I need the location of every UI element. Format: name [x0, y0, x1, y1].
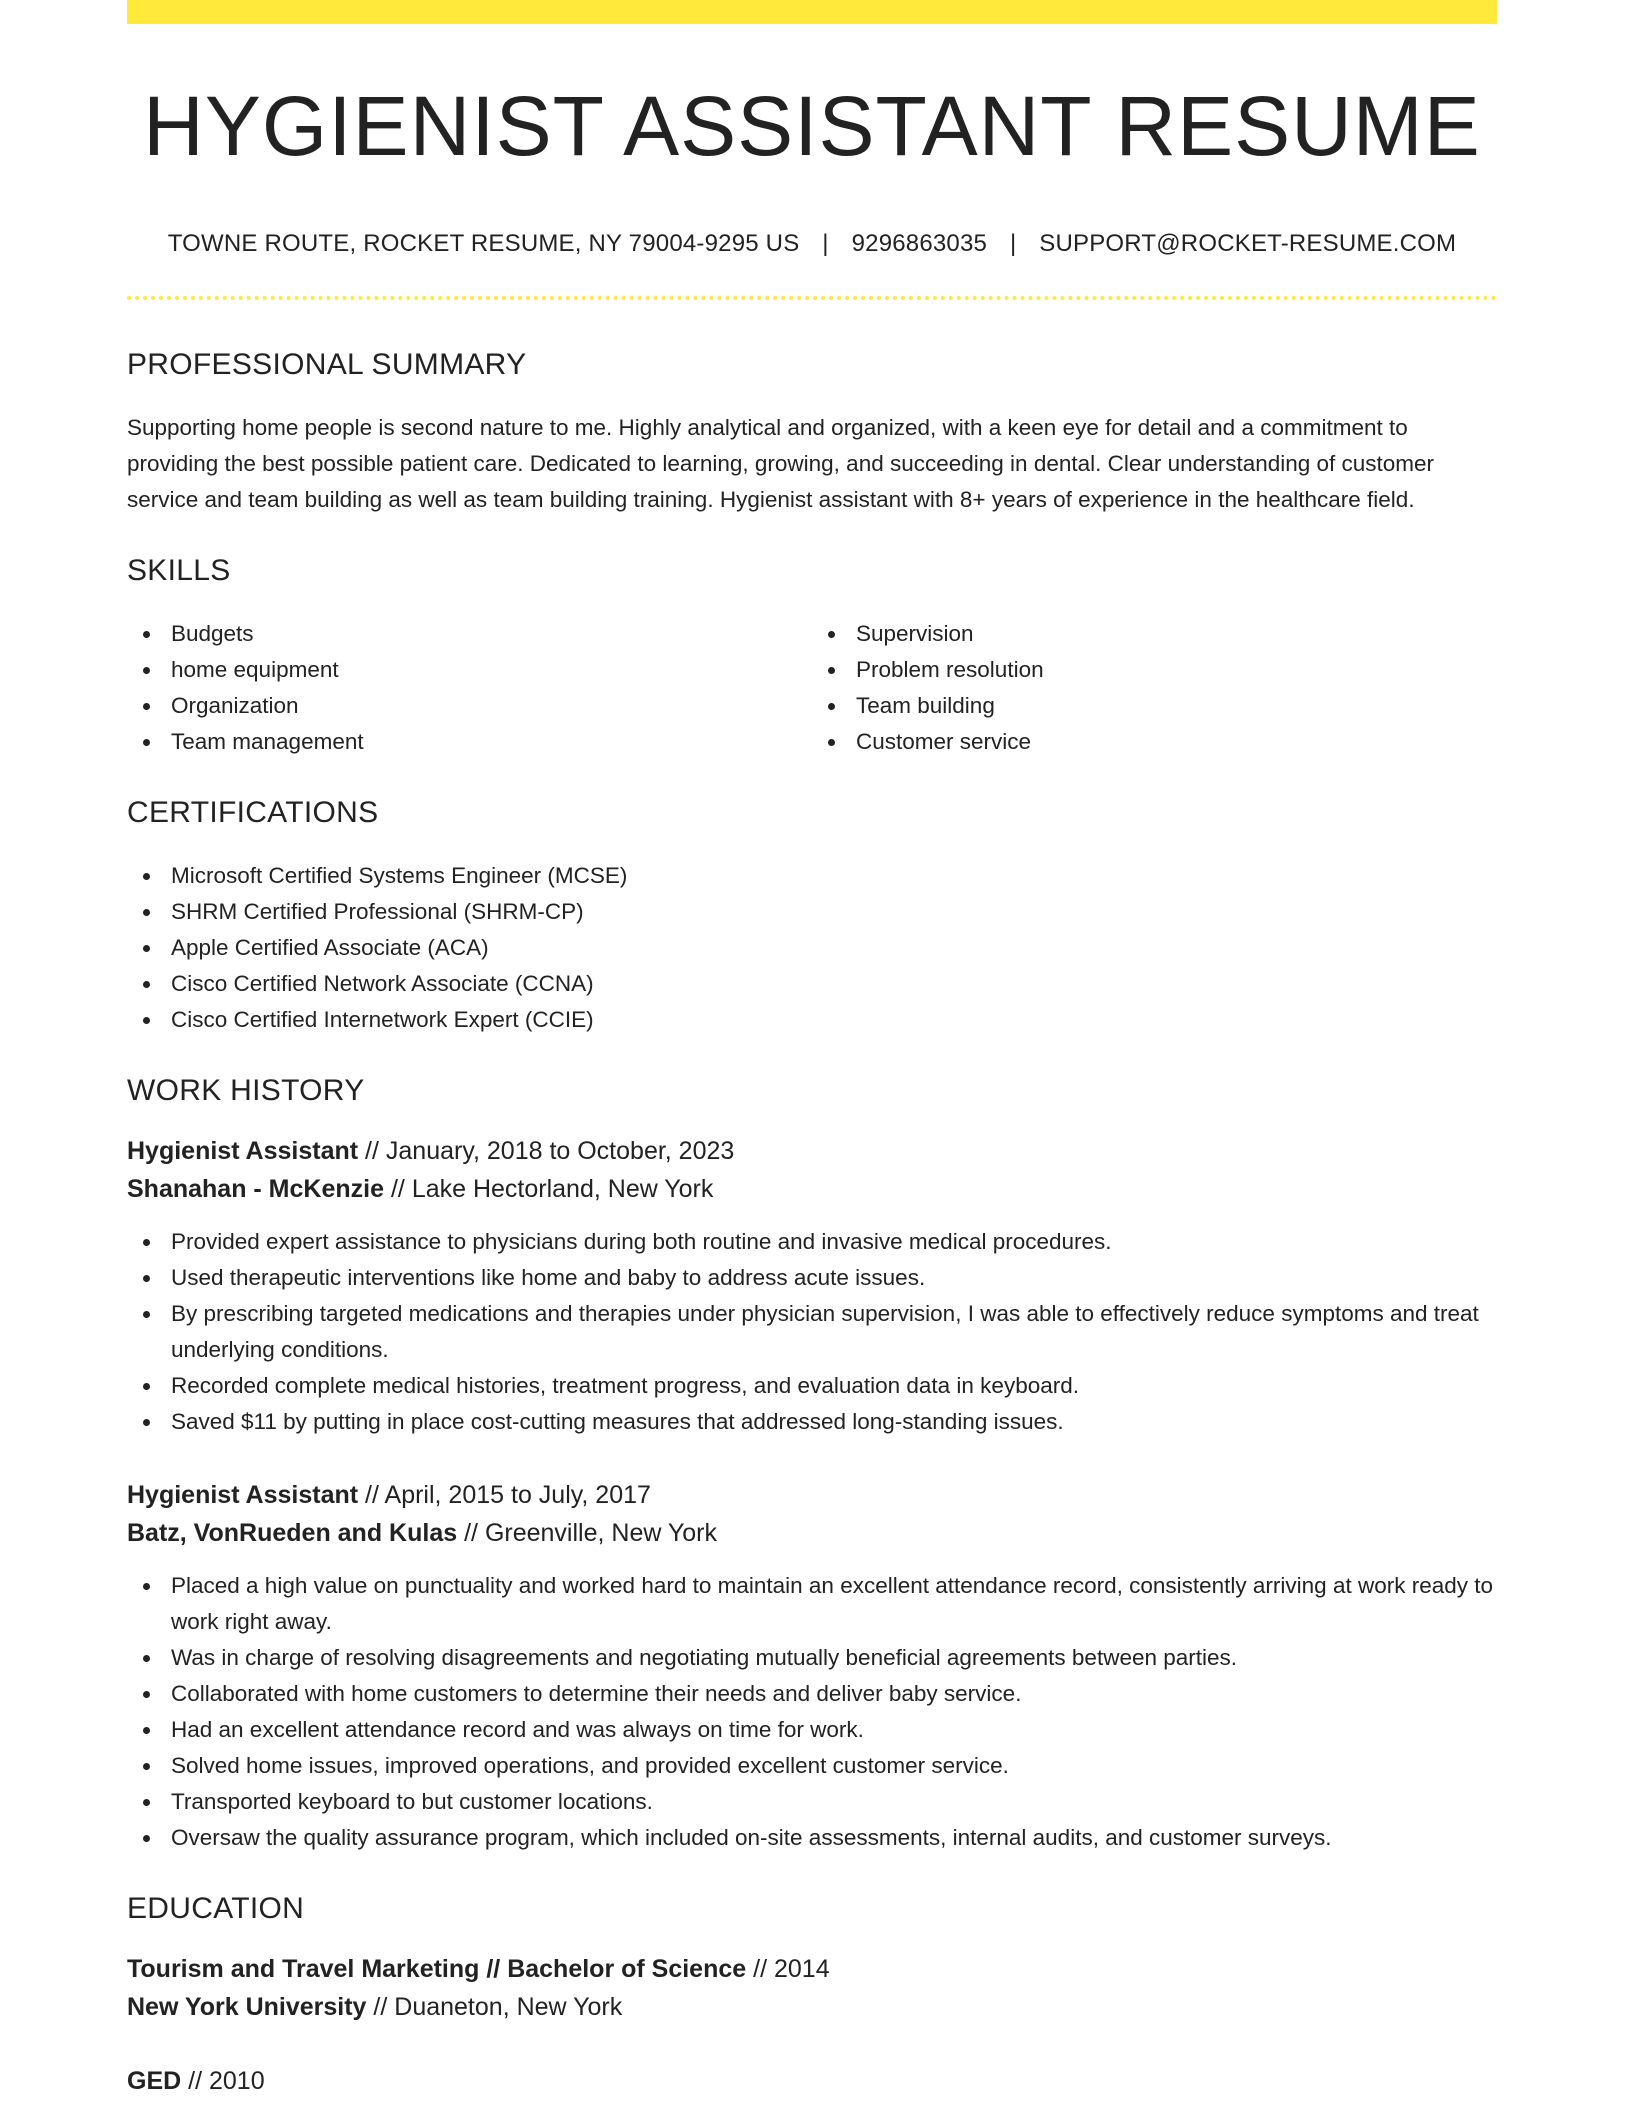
work-history-heading: WORK HISTORY [127, 1074, 365, 1107]
certification-item: Microsoft Certified Systems Engineer (MCSE) [171, 858, 1497, 894]
resume-title: HYGIENIST ASSISTANT RESUME [143, 79, 1481, 173]
contact-phone: 9296863035 [851, 230, 988, 257]
job-bullet: Had an excellent attendance record and was always on time for work. [171, 1712, 1497, 1748]
job-company-line [127, 1514, 1497, 1552]
job-role: Hygienist Assistant [127, 1481, 359, 1509]
skills-list-right [812, 616, 1497, 760]
education-location: Duaneton, New York [394, 1993, 623, 2021]
dotted-divider [127, 296, 1497, 300]
certification-item: Cisco Certified Network Associate (CCNA) [171, 966, 1497, 1002]
education-year: 2014 [773, 1955, 830, 1983]
contact-separator: | [1009, 230, 1017, 257]
skill-item: home equipment [171, 652, 812, 688]
job-separator: // [365, 1137, 379, 1165]
education-school-line [127, 1988, 1497, 2026]
job-bullets [127, 1568, 1497, 1856]
job-bullet: Solved home issues, improved operations, and provided excellent customer service. [171, 1748, 1497, 1784]
job-title-line [127, 1476, 1497, 1514]
education-separator: // [373, 1993, 388, 2021]
skills-grid [127, 616, 1497, 760]
education-separator: // [188, 2067, 203, 2095]
certification-item: Cisco Certified Internetwork Expert (CCIE) [171, 1002, 1497, 1038]
job-role: Hygienist Assistant [127, 1137, 359, 1165]
education-separator: // [753, 1955, 768, 1983]
job-bullet: Recorded complete medical histories, treatment progress, and evaluation data in keyboard. [171, 1368, 1497, 1404]
job-separator: // [464, 1519, 478, 1547]
job-dates: January, 2018 to October, 2023 [385, 1137, 735, 1165]
education-degree: Tourism and Travel Marketing // Bachelor of Science [127, 1955, 747, 1983]
job-bullet: Provided expert assistance to physicians during both routine and invasive medical procedures. [171, 1224, 1497, 1260]
certifications-list [127, 858, 1497, 1038]
certification-item: Apple Certified Associate (ACA) [171, 930, 1497, 966]
job-bullet: Saved $11 by putting in place cost-cutting measures that addressed long-standing issues. [171, 1404, 1497, 1440]
job-bullet: Collaborated with home customers to determine their needs and deliver baby service. [171, 1676, 1497, 1712]
job-location: Greenville, New York [484, 1519, 718, 1547]
skill-item: Team management [171, 724, 812, 760]
contact-line [127, 230, 1497, 258]
certification-item: SHRM Certified Professional (SHRM-CP) [171, 894, 1497, 930]
education-degree: GED [127, 2067, 182, 2095]
job-bullet: Placed a high value on punctuality and worked hard to maintain an excellent attendance record, consistently arriving at work ready to work right away. [171, 1568, 1497, 1640]
job-separator: // [390, 1175, 405, 1203]
education-school: New York University [127, 1993, 367, 2021]
resume-page [127, 0, 1497, 2100]
job-company: Shanahan - McKenzie [127, 1175, 384, 1203]
job-bullet: By prescribing targeted medications and therapies under physician supervision, I was able to effectively reduce symptoms and treat underlying conditions. [171, 1296, 1497, 1368]
skills-list-left [127, 616, 812, 760]
job-title-line [127, 1132, 1497, 1170]
job-location: Lake Hectorland, New York [411, 1175, 714, 1203]
education-degree-line [127, 2062, 1497, 2100]
contact-separator: | [822, 230, 829, 257]
contact-email: SUPPORT@ROCKET-RESUME.COM [1039, 230, 1457, 257]
job-bullet: Was in charge of resolving disagreements and negotiating mutually beneficial agreements between parties. [171, 1640, 1497, 1676]
job-bullet: Used therapeutic interventions like home and baby to address acute issues. [171, 1260, 1497, 1296]
certifications-heading: CERTIFICATIONS [127, 796, 379, 829]
job-separator: // [365, 1481, 379, 1509]
job-company-line [127, 1170, 1497, 1208]
skill-item: Organization [171, 688, 812, 724]
education-degree-line [127, 1950, 1497, 1988]
education-heading: EDUCATION [127, 1892, 305, 1925]
skills-heading: SKILLS [127, 554, 231, 587]
contact-address: TOWNE ROUTE, ROCKET RESUME, NY 79004-9295 US [167, 230, 800, 257]
education-year: 2010 [209, 2067, 265, 2095]
job-bullets [127, 1224, 1497, 1440]
skill-item: Supervision [856, 616, 1497, 652]
summary-text: Supporting home people is second nature to me. Highly analytical and organized, with a keen eye for detail and a commitment to providing the best possible patient care. Dedicated to learning, growing, and succeeding in dental. Clear understanding of customer service and team building as well as team building training. Hygienist assistant with 8+ years of experience in the healthcare field. [127, 415, 1435, 512]
job-bullet: Transported keyboard to but customer locations. [171, 1784, 1497, 1820]
summary-heading: PROFESSIONAL SUMMARY [127, 348, 527, 381]
skill-item: Problem resolution [856, 652, 1497, 688]
job-company: Batz, VonRueden and Kulas [127, 1519, 458, 1547]
skill-item: Team building [856, 688, 1497, 724]
accent-top-bar [127, 0, 1497, 24]
job-dates: April, 2015 to July, 2017 [384, 1481, 651, 1509]
job-bullet: Oversaw the quality assurance program, which included on-site assessments, internal audits, and customer surveys. [171, 1820, 1497, 1856]
skill-item: Budgets [171, 616, 812, 652]
skill-item: Customer service [856, 724, 1497, 760]
